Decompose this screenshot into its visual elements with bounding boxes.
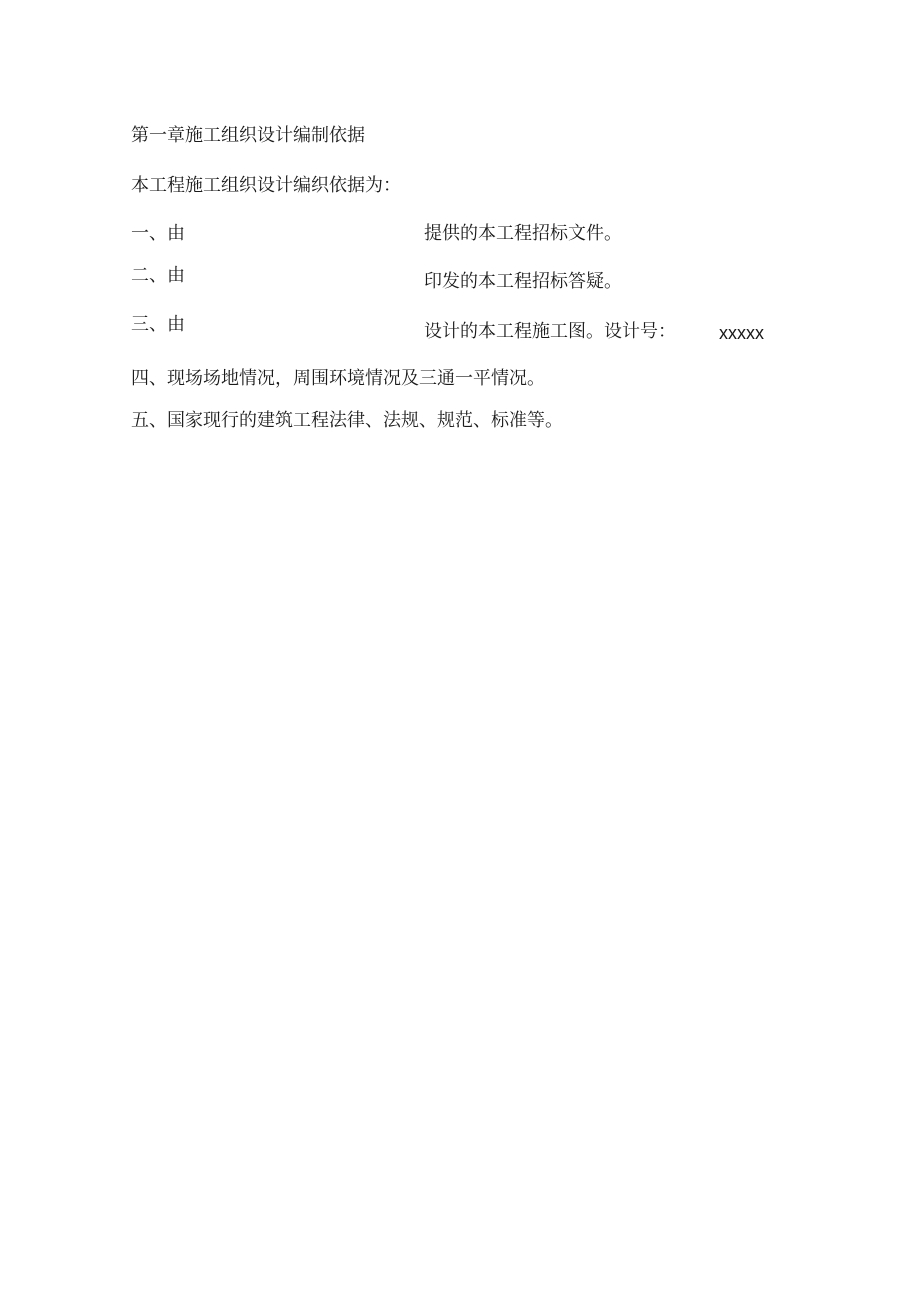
item-3-prefix: 三、由 [131,314,185,335]
item-1-prefix: 一、由 [131,223,185,244]
item-3-text: 设计的本工程施工图。设计号： [424,321,676,342]
item-2-text: 印发的本工程招标答疑。 [424,271,622,292]
list-item-5: 五、国家现行的建筑工程法律、法规、规范、标准等。 [131,410,563,431]
intro-text: 本工程施工组织设计编织依据为： [131,175,401,196]
chapter-heading: 第一章施工组织设计编制依据 [131,125,365,146]
item-1-text: 提供的本工程招标文件。 [424,223,622,244]
design-number: xxxxx [719,323,764,343]
list-item-4: 四、现场场地情况，周围环境情况及三通一平情况。 [131,368,545,389]
item-2-prefix: 二、由 [131,265,185,286]
